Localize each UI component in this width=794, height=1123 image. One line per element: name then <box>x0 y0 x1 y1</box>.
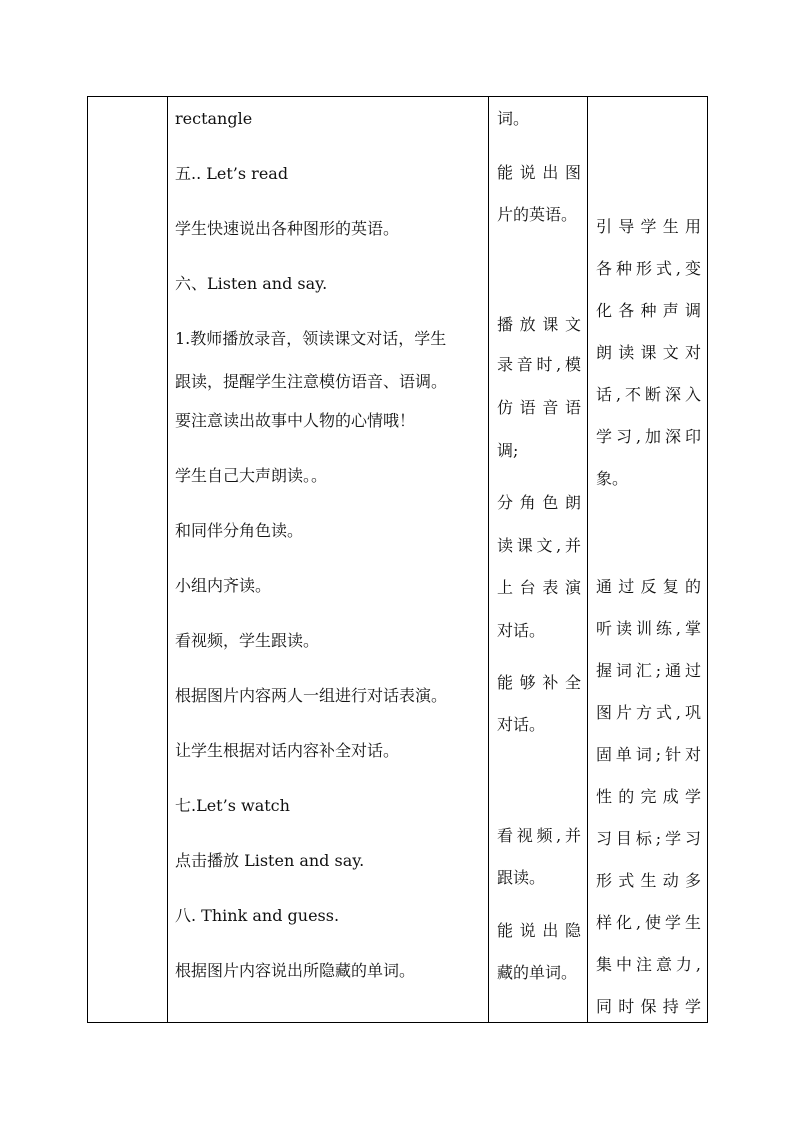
intent-line: 集中注意力, <box>596 955 701 974</box>
activity-line: rectangle <box>175 109 253 128</box>
student-line: 录音时,模 <box>497 355 581 374</box>
activity-line: 要注意读出故事中人物的心情哦！ <box>175 411 416 430</box>
intent-line: 引导学生用 <box>596 217 701 236</box>
activity-line: 七.Let’s watch <box>175 796 290 815</box>
student-line: 跟读。 <box>497 868 546 887</box>
intent-line: 象。 <box>596 469 629 488</box>
student-line: 能够补全 <box>497 673 581 692</box>
teaching-activities-cell <box>168 97 489 1023</box>
intent-line: 习目标;学习 <box>596 829 701 848</box>
activity-line: 五.. Let’s read <box>175 164 289 183</box>
activity-line: 根据图片内容两人一组进行对话表演。 <box>175 686 448 705</box>
student-line: 能说出图 <box>497 163 581 182</box>
activity-line: 跟读，提醒学生注意模仿语音、语调。 <box>175 372 448 391</box>
student-line: 上台表演 <box>497 578 581 597</box>
student-line: 仿语音语 <box>497 398 581 417</box>
intent-line: 话,不断深入 <box>596 385 701 404</box>
table-row <box>88 97 708 1023</box>
intent-line: 朗读课文对 <box>596 343 701 362</box>
student-line: 调; <box>497 441 519 460</box>
intent-line: 握词汇;通过 <box>596 661 701 680</box>
intent-line: 固单词;针对 <box>596 745 701 764</box>
student-line: 藏的单词。 <box>497 963 578 982</box>
intent-line: 性的完成学 <box>596 787 701 806</box>
intent-line: 图片方式,巩 <box>596 703 701 722</box>
student-line: 对话。 <box>497 621 546 640</box>
activity-line: 让学生根据对话内容补全对话。 <box>175 741 400 760</box>
activity-line: 点击播放 Listen and say. <box>175 851 365 870</box>
activity-line: 根据图片内容说出所隐藏的单词。 <box>175 961 416 980</box>
activity-line: 八. Think and guess. <box>175 906 340 925</box>
student-line: 看视频,并 <box>497 826 581 845</box>
student-line: 片的英语。 <box>497 205 578 224</box>
intent-line: 听读训练,掌 <box>596 619 701 638</box>
activity-line: 1.教师播放录音，领读课文对话，学生 <box>175 329 447 348</box>
activity-line: 六、Listen and say. <box>175 274 328 293</box>
activity-line: 学生快速说出各种图形的英语。 <box>175 219 400 238</box>
intent-line: 通过反复的 <box>596 577 701 596</box>
activity-line: 小组内齐读。 <box>175 576 272 595</box>
student-line: 分角色朗 <box>497 493 581 512</box>
lesson-plan-table <box>87 96 708 1023</box>
design-intent-cell <box>588 97 708 1023</box>
student-line: 播放课文 <box>497 315 581 334</box>
activity-line: 学生自己大声朗读。。 <box>175 466 328 485</box>
student-line: 词。 <box>497 109 530 128</box>
student-line: 能说出隐 <box>497 921 581 940</box>
intent-line: 同时保持学 <box>596 997 701 1016</box>
intent-line: 学习,加深印 <box>596 427 701 446</box>
intent-line: 形式生动多 <box>596 871 701 890</box>
student-line: 读课文,并 <box>497 536 581 555</box>
intent-line: 化各种声调 <box>596 301 701 320</box>
student-line: 对话。 <box>497 715 546 734</box>
empty-cell <box>88 97 168 1023</box>
activity-line: 看视频，学生跟读。 <box>175 631 320 650</box>
intent-line: 各种形式,变 <box>596 259 701 278</box>
intent-line: 样化,使学生 <box>596 913 701 932</box>
activity-line: 和同伴分角色读。 <box>175 521 304 540</box>
student-activities-cell <box>489 97 588 1023</box>
